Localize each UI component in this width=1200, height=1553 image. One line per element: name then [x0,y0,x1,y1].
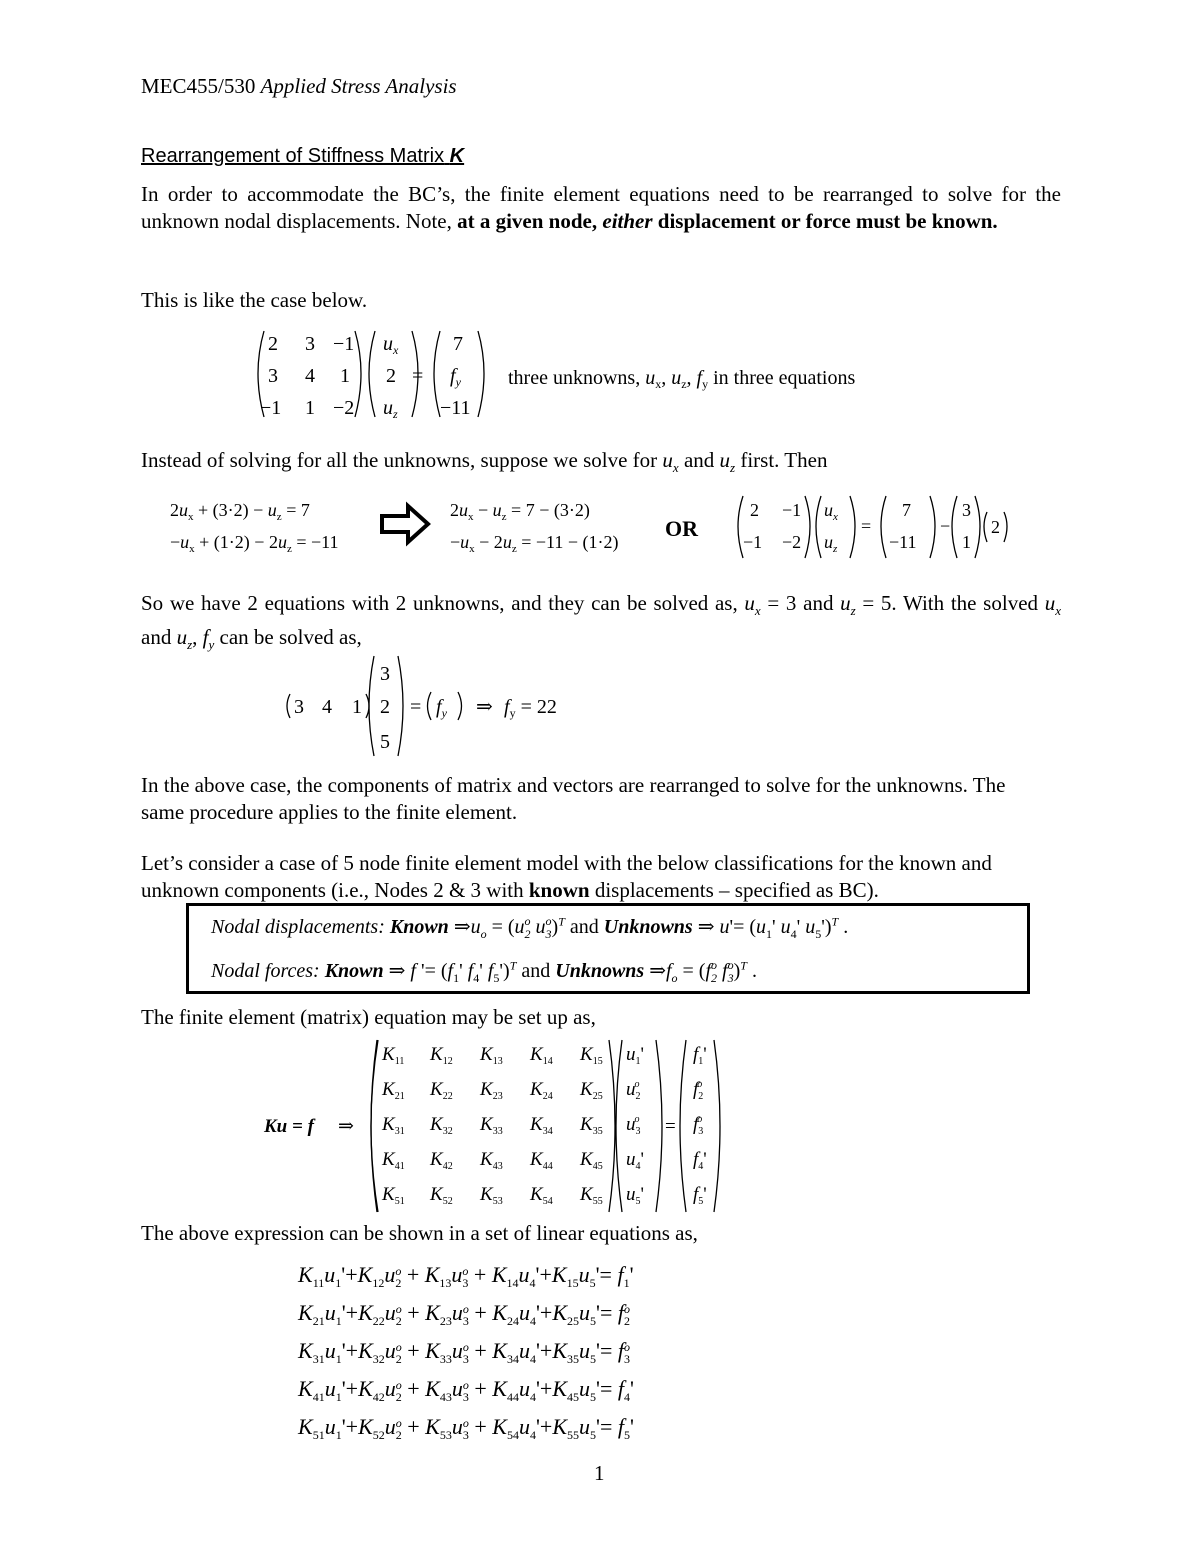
fy-equation [280,652,620,760]
svg-text:K44: $K_{44}$ [530,1149,553,1172]
svg-text:7: 7 [453,333,463,355]
svg-text:5: 5 [380,731,390,753]
solution-paragraph: So we have 2 equations with 2 unknowns, and they can be solved as, $u_x = 3$ and $u_z = 5$. With the solved $u_x$ and $u_z$, $f_y$ can be solved as, [141,591,1061,653]
svg-text:u4': $u_4'$ [626,1149,644,1172]
page-header [141,74,457,99]
svg-text:K21u1'+K22u2o + K23u3o + K24u4: $K_{21}u_1'+K_{22}u_2o + K_{23}u_3o + K_{24}u_4'+K_{25}u_5'= f_2o$ [298,1300,631,1328]
svg-text:−1: −1 [260,397,282,419]
course-code: MEC455/530 [141,74,256,98]
svg-text:1: 1 [305,397,315,419]
svg-text:K25: $K_{25}$ [580,1079,603,1102]
svg-text:fy: $f_y$ [450,365,461,389]
svg-text:K53: $K_{53}$ [480,1184,503,1207]
svg-text:−1: −1 [782,500,802,520]
svg-text:K55: $K_{55}$ [580,1184,603,1207]
svg-text:K13: $K_{13}$ [480,1044,503,1067]
svg-text:−ux − 2uz = −11 − (1·2): $-u_x - 2u_z = -11 - (1\cdot 2)$ [450,532,619,555]
solve-first-text: Instead of solving for all the unknowns, suppose we solve for $u_x$ and $u_z$ first. Then [141,448,828,476]
svg-text:3: 3 [962,500,971,520]
svg-text:K51u1'+K52u2o + K53u3o + K54u4: $K_{51}u_1'+K_{52}u_2o + K_{53}u_3o + K_{54}u_4'+K_{55}u_5'= f_5'$ [298,1414,634,1442]
page-number: 1 [594,1461,605,1485]
svg-text:2: 2 [991,517,1000,537]
linear-equations [290,1256,810,1456]
svg-text:K11u1'+K12u2o + K13u3o + K14u4: $K_{11}u_1'+K_{12}u_2o + K_{13}u_3o + K_{14}u_4'+K_{15}u_5'= f_1'$ [298,1262,634,1290]
svg-text:⇒: ⇒ [476,696,493,718]
svg-text:2ux − uz = 7 − (3·2): $2u_x - u_z = 7 - (3\cdot 2)$ [450,500,590,523]
svg-text:K43: $K_{43}$ [480,1149,503,1172]
svg-text:fy: $f_y$ [436,696,447,720]
svg-text:3: 3 [305,333,315,355]
fe-matrix-equation [260,1036,740,1216]
svg-text:−11: −11 [889,532,917,552]
case-intro-text: This is like the case below. [141,288,368,312]
svg-text:K35: $K_{35}$ [580,1114,603,1137]
svg-text:u5': $u_5'$ [626,1184,644,1207]
elimination-equations [160,492,1040,572]
svg-text:K12: $K_{12}$ [430,1044,453,1067]
svg-text:−ux + (1·2) − 2uz = −11: $-u_x + (1\cdot 2) - 2u_z = -11$ [170,532,339,555]
section-title: Rearrangement of Stiffness Matrix K [141,145,465,167]
bc-classification-box [186,903,1030,994]
svg-text:2: 2 [268,333,278,355]
linear-equations-text: The above expression can be shown in a set of linear equations as, [141,1221,698,1245]
svg-text:1: 1 [352,696,362,718]
example-note: three unknowns, $u_x$, $u_z$, $f_y$ in three equations [508,367,856,391]
section-title-symbol: K [449,145,465,167]
svg-text:=: = [665,1116,676,1137]
svg-text:⇒: ⇒ [338,1116,354,1137]
svg-text:K23: $K_{23}$ [480,1079,503,1102]
svg-text:K21: $K_{21}$ [382,1079,405,1102]
svg-text:2: 2 [386,365,396,387]
svg-text:K33: $K_{33}$ [480,1114,503,1137]
svg-text:K34: $K_{34}$ [530,1114,553,1137]
or-label: OR [665,516,698,541]
svg-text:u1': $u_1'$ [626,1044,644,1067]
svg-text:uz: $u_z$ [383,397,398,421]
svg-text:K14: $K_{14}$ [530,1044,553,1067]
svg-text:K32: $K_{32}$ [430,1114,453,1137]
example-matrix-equation [250,325,900,425]
svg-text:=: = [412,365,424,387]
svg-text:2: 2 [750,500,759,520]
svg-text:−2: −2 [782,532,802,552]
implies-arrow-icon [382,506,428,542]
svg-text:ux: $u_x$ [824,500,838,523]
svg-text:−: − [940,516,951,536]
box-line-displacements: Nodal displacements: Known $\Rightarrow u_o = (u_2^o$ $u_3^o)^T$ and Unknowns ⇒ $u'= (u_1'$ $u_4'$ $u_5')^T$ . [211,914,849,941]
svg-text:4: 4 [322,696,332,718]
svg-text:2ux + (3·2) − uz = 7: $2u_x + (3\cdot 2) - u_z = 7$ [170,500,310,523]
svg-text:−1: −1 [333,333,355,355]
svg-text:=: = [410,696,422,718]
svg-text:K31u1'+K32u2o + K33u3o + K34u4: $K_{31}u_1'+K_{32}u_2o + K_{33}u_3o + K_{34}u_4'+K_{35}u_5'= f_3o$ [298,1338,631,1366]
svg-text:=: = [861,516,872,536]
fy-result: $f_y = 22$ [504,696,557,720]
fe-lhs: Ku = f [264,1116,314,1137]
svg-text:uz: $u_z$ [824,532,838,555]
svg-text:K31: $K_{31}$ [382,1114,405,1137]
svg-text:K42: $K_{42}$ [430,1149,453,1172]
box-line-forces: Nodal forces: Known ⇒ f '= ($f_1'$ $f_4'$ $f_5')^T$ and Unknowns $\Rightarrow f_o = (f_2^o$ $f_3^o)^T$ . [211,958,757,985]
svg-text:3: 3 [294,696,304,718]
five-node-paragraph: Let’s consider a case of 5 node finite element model with the below classifications for the known and unknown components (i.e., Nodes 2 & 3 with known displacements – specified as BC). [141,851,992,902]
svg-text:K45: $K_{45}$ [580,1149,603,1172]
matrix-setup-text: The finite element (matrix) equation may be set up as, [141,1005,596,1029]
svg-text:3: 3 [268,365,278,387]
svg-text:1: 1 [340,365,350,387]
svg-text:K41: $K_{41}$ [382,1149,405,1172]
svg-text:ux: $u_x$ [383,333,399,357]
svg-text:4: 4 [305,365,315,387]
svg-text:−11: −11 [440,397,471,419]
svg-text:f5': $f_5'$ [693,1184,707,1207]
svg-text:K54: $K_{54}$ [530,1184,553,1207]
svg-text:K52: $K_{52}$ [430,1184,453,1207]
svg-text:−2: −2 [333,397,355,419]
svg-text:f4': $f_4'$ [693,1149,707,1172]
svg-text:7: 7 [902,500,911,520]
svg-text:u2o: $u_2o$ [626,1079,641,1102]
svg-text:−1: −1 [743,532,763,552]
svg-text:f2o: $f_2o$ [693,1079,704,1102]
intro-paragraph: In order to accommodate the BC’s, the finite element equations need to be rearranged to solve for the unknown nodal displacements. Note, at a given node, either displacement or force must be known. [141,182,1061,233]
svg-text:2: 2 [380,696,390,718]
svg-text:1: 1 [962,532,971,552]
svg-text:K22: $K_{22}$ [430,1079,453,1102]
svg-text:K11: $K_{11}$ [382,1044,405,1067]
svg-text:u3o: $u_3o$ [626,1114,641,1137]
procedure-paragraph: In the above case, the components of matrix and vectors are rearranged to solve for the unknowns. The same procedure applies to the finite element. [141,773,1006,824]
svg-text:K15: $K_{15}$ [580,1044,603,1067]
svg-text:3: 3 [380,663,390,685]
svg-text:K41u1'+K42u2o + K43u3o + K44u4: $K_{41}u_1'+K_{42}u_2o + K_{43}u_3o + K_{44}u_4'+K_{45}u_5'= f_4'$ [298,1376,634,1404]
svg-text:K51: $K_{51}$ [382,1184,405,1207]
svg-text:f1': $f_1'$ [693,1044,707,1067]
svg-text:f3o: $f_3o$ [693,1114,704,1137]
svg-text:K24: $K_{24}$ [530,1079,553,1102]
course-title: Applied Stress Analysis [260,74,457,98]
